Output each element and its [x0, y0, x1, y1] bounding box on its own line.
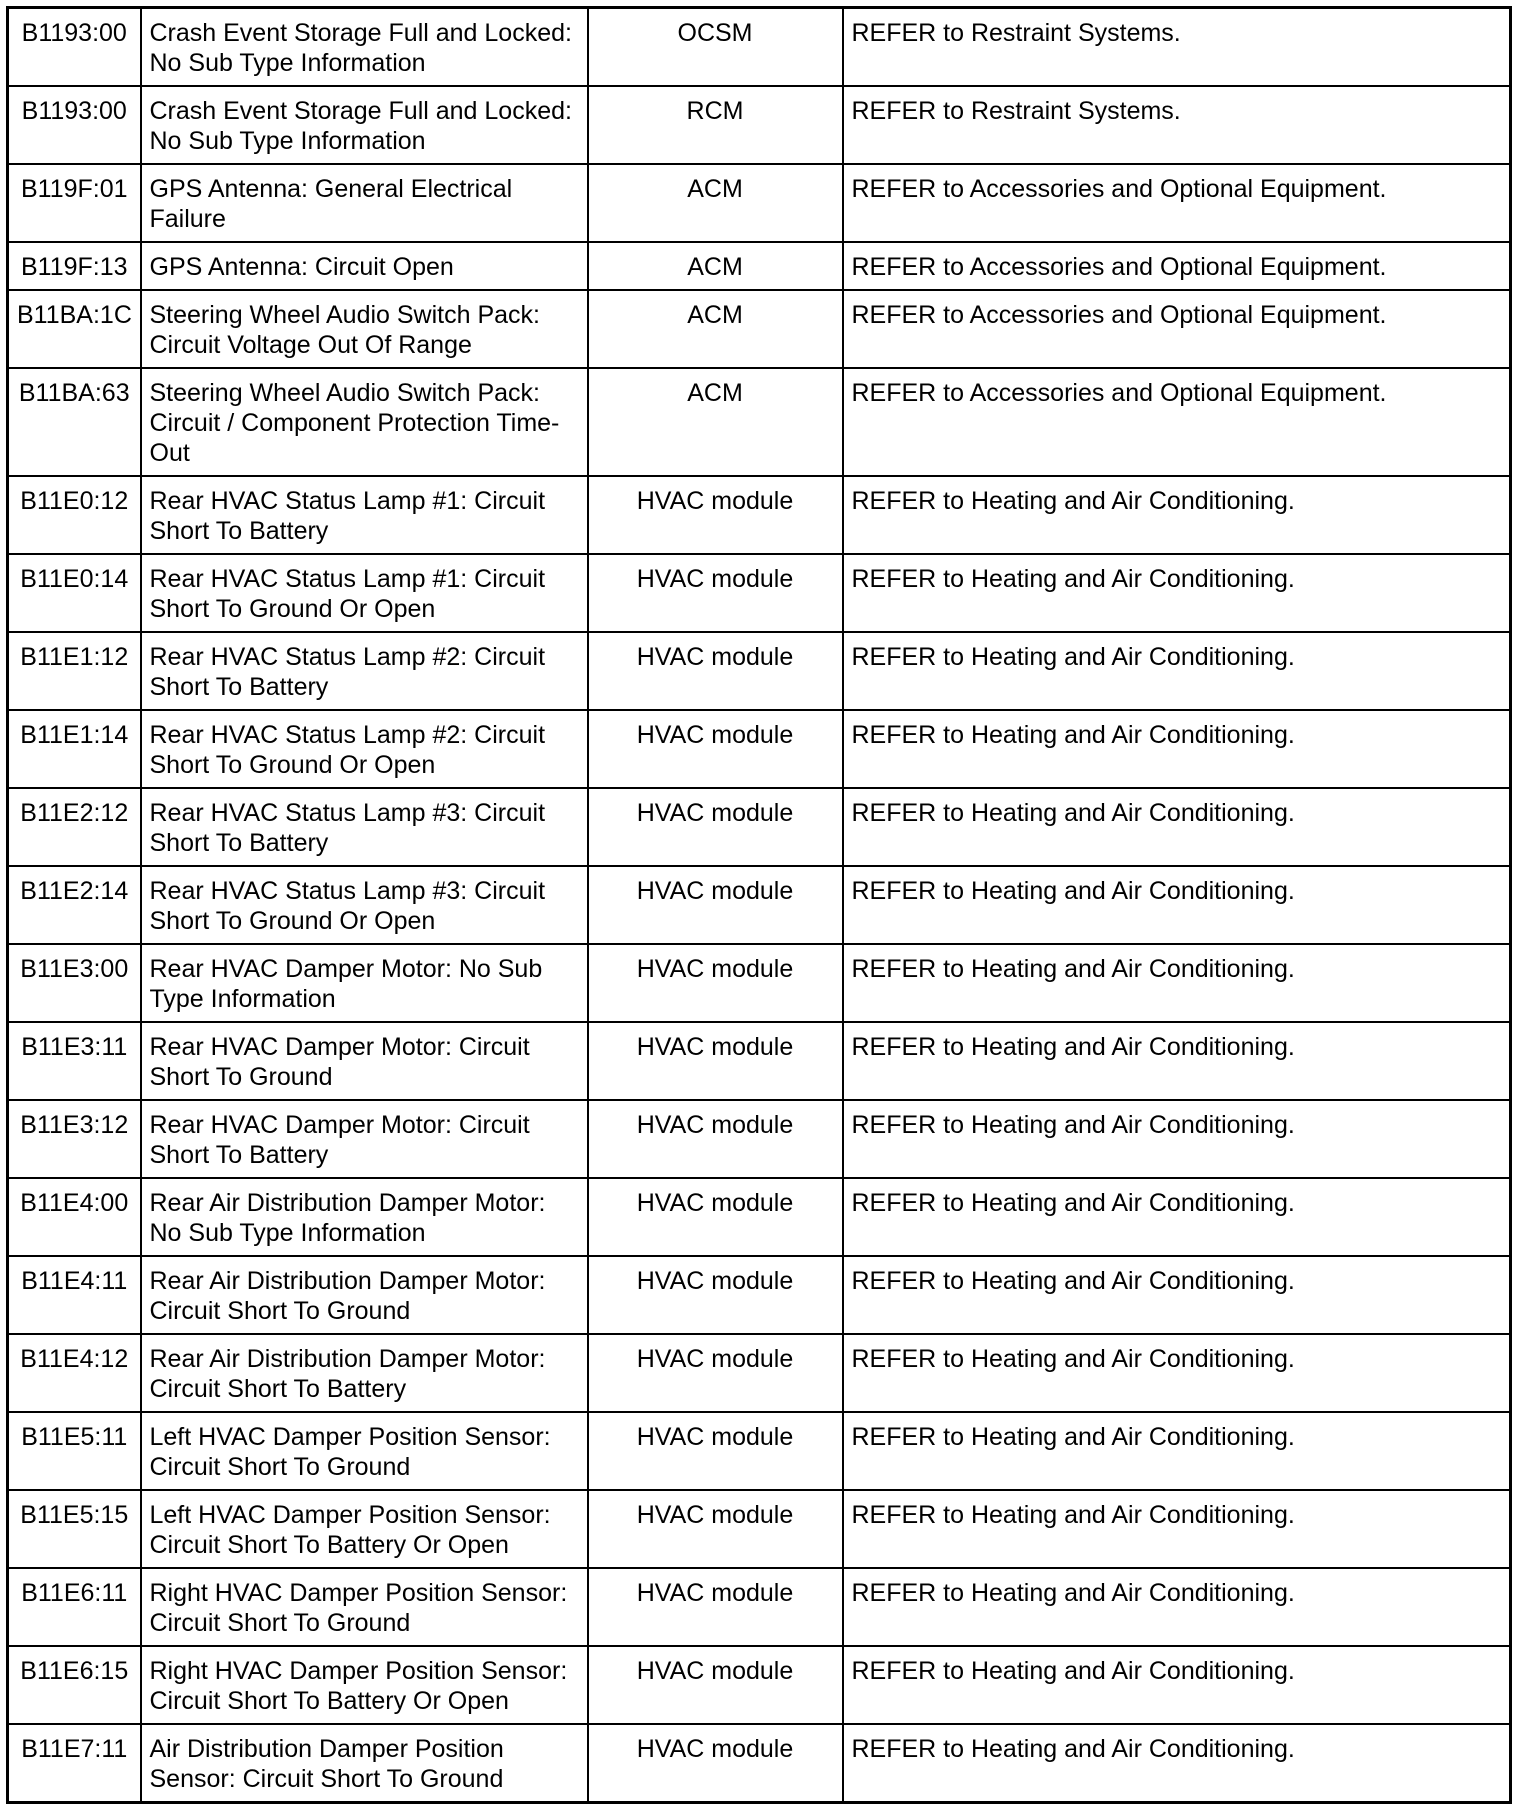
table-row	[8, 242, 1511, 290]
table-row	[8, 290, 1511, 368]
dtc-description: GPS Antenna: General Electrical Failure	[141, 164, 588, 242]
dtc-action: REFER to Heating and Air Conditioning.	[843, 1022, 1511, 1100]
dtc-action: REFER to Heating and Air Conditioning.	[843, 554, 1511, 632]
dtc-module: HVAC module	[588, 1178, 843, 1256]
dtc-module: HVAC module	[588, 632, 843, 710]
dtc-code: B1193:00	[8, 8, 141, 87]
dtc-description: Right HVAC Damper Position Sensor: Circuit Short To Battery Or Open	[141, 1646, 588, 1724]
dtc-action: REFER to Heating and Air Conditioning.	[843, 944, 1511, 1022]
dtc-code: B11E1:14	[8, 710, 141, 788]
dtc-action: REFER to Heating and Air Conditioning.	[843, 632, 1511, 710]
table-row	[8, 86, 1511, 164]
dtc-action: REFER to Heating and Air Conditioning.	[843, 1412, 1511, 1490]
table-row	[8, 1646, 1511, 1724]
dtc-code: B11E4:00	[8, 1178, 141, 1256]
dtc-module: HVAC module	[588, 1490, 843, 1568]
dtc-code: B11E3:00	[8, 944, 141, 1022]
dtc-code: B1193:00	[8, 86, 141, 164]
dtc-description: Crash Event Storage Full and Locked: No Sub Type Information	[141, 8, 588, 87]
table-row	[8, 1568, 1511, 1646]
table-row	[8, 632, 1511, 710]
dtc-module: HVAC module	[588, 476, 843, 554]
dtc-module: HVAC module	[588, 788, 843, 866]
dtc-action: REFER to Accessories and Optional Equipment.	[843, 242, 1511, 290]
dtc-code: B11E0:12	[8, 476, 141, 554]
dtc-description: Right HVAC Damper Position Sensor: Circuit Short To Ground	[141, 1568, 588, 1646]
dtc-code: B11E3:11	[8, 1022, 141, 1100]
dtc-description: Rear HVAC Status Lamp #2: Circuit Short To Ground Or Open	[141, 710, 588, 788]
table-row	[8, 1256, 1511, 1334]
table-row	[8, 368, 1511, 476]
dtc-code: B11E1:12	[8, 632, 141, 710]
dtc-code: B119F:01	[8, 164, 141, 242]
dtc-code: B11E7:11	[8, 1724, 141, 1803]
dtc-code: B11E2:12	[8, 788, 141, 866]
table-row	[8, 1412, 1511, 1490]
dtc-action: REFER to Accessories and Optional Equipment.	[843, 290, 1511, 368]
dtc-description: Crash Event Storage Full and Locked: No Sub Type Information	[141, 86, 588, 164]
dtc-code: B11E6:15	[8, 1646, 141, 1724]
dtc-description: Rear HVAC Damper Motor: No Sub Type Information	[141, 944, 588, 1022]
dtc-description: Rear HVAC Status Lamp #3: Circuit Short To Battery	[141, 788, 588, 866]
dtc-action: REFER to Restraint Systems.	[843, 86, 1511, 164]
dtc-action: REFER to Heating and Air Conditioning.	[843, 866, 1511, 944]
dtc-code: B11E2:14	[8, 866, 141, 944]
dtc-module: HVAC module	[588, 1256, 843, 1334]
table-row	[8, 476, 1511, 554]
dtc-module: RCM	[588, 86, 843, 164]
table-row	[8, 866, 1511, 944]
dtc-code: B11E3:12	[8, 1100, 141, 1178]
dtc-description: Steering Wheel Audio Switch Pack: Circuit Voltage Out Of Range	[141, 290, 588, 368]
dtc-module: HVAC module	[588, 1412, 843, 1490]
dtc-description: Air Distribution Damper Position Sensor: Circuit Short To Ground	[141, 1724, 588, 1803]
dtc-description: Rear HVAC Status Lamp #2: Circuit Short To Battery	[141, 632, 588, 710]
dtc-action: REFER to Accessories and Optional Equipment.	[843, 368, 1511, 476]
dtc-table-body	[8, 8, 1511, 1803]
dtc-action: REFER to Heating and Air Conditioning.	[843, 1256, 1511, 1334]
dtc-description: Rear HVAC Status Lamp #1: Circuit Short To Ground Or Open	[141, 554, 588, 632]
dtc-code: B119F:13	[8, 242, 141, 290]
dtc-description: Rear Air Distribution Damper Motor: No Sub Type Information	[141, 1178, 588, 1256]
dtc-module: HVAC module	[588, 710, 843, 788]
dtc-module: ACM	[588, 368, 843, 476]
dtc-description: Rear HVAC Status Lamp #3: Circuit Short To Ground Or Open	[141, 866, 588, 944]
dtc-module: OCSM	[588, 8, 843, 87]
dtc-action: REFER to Restraint Systems.	[843, 8, 1511, 87]
dtc-code: B11E4:12	[8, 1334, 141, 1412]
dtc-description: Rear Air Distribution Damper Motor: Circuit Short To Ground	[141, 1256, 588, 1334]
table-row	[8, 788, 1511, 866]
dtc-module: HVAC module	[588, 1022, 843, 1100]
dtc-action: REFER to Heating and Air Conditioning.	[843, 1490, 1511, 1568]
dtc-description: Rear HVAC Damper Motor: Circuit Short To Battery	[141, 1100, 588, 1178]
dtc-action: REFER to Heating and Air Conditioning.	[843, 1724, 1511, 1803]
dtc-description: Rear HVAC Damper Motor: Circuit Short To Ground	[141, 1022, 588, 1100]
dtc-action: REFER to Accessories and Optional Equipment.	[843, 164, 1511, 242]
table-row	[8, 710, 1511, 788]
dtc-description: Rear HVAC Status Lamp #1: Circuit Short To Battery	[141, 476, 588, 554]
dtc-code: B11E5:11	[8, 1412, 141, 1490]
dtc-action: REFER to Heating and Air Conditioning.	[843, 1178, 1511, 1256]
dtc-code: B11E6:11	[8, 1568, 141, 1646]
dtc-module: ACM	[588, 290, 843, 368]
dtc-description: Left HVAC Damper Position Sensor: Circuit Short To Ground	[141, 1412, 588, 1490]
dtc-module: HVAC module	[588, 1646, 843, 1724]
dtc-module: HVAC module	[588, 866, 843, 944]
table-row	[8, 1490, 1511, 1568]
table-row	[8, 944, 1511, 1022]
dtc-module: HVAC module	[588, 1724, 843, 1803]
table-row	[8, 554, 1511, 632]
dtc-action: REFER to Heating and Air Conditioning.	[843, 1568, 1511, 1646]
dtc-action: REFER to Heating and Air Conditioning.	[843, 710, 1511, 788]
dtc-action: REFER to Heating and Air Conditioning.	[843, 1100, 1511, 1178]
dtc-module: ACM	[588, 164, 843, 242]
table-row	[8, 8, 1511, 87]
dtc-action: REFER to Heating and Air Conditioning.	[843, 1646, 1511, 1724]
table-row	[8, 1022, 1511, 1100]
table-row	[8, 164, 1511, 242]
dtc-action: REFER to Heating and Air Conditioning.	[843, 476, 1511, 554]
table-row	[8, 1334, 1511, 1412]
dtc-module: HVAC module	[588, 1568, 843, 1646]
dtc-action: REFER to Heating and Air Conditioning.	[843, 788, 1511, 866]
table-row	[8, 1178, 1511, 1256]
dtc-code: B11E4:11	[8, 1256, 141, 1334]
dtc-description: Steering Wheel Audio Switch Pack: Circuit / Component Protection Time-Out	[141, 368, 588, 476]
dtc-code: B11E5:15	[8, 1490, 141, 1568]
dtc-description: Left HVAC Damper Position Sensor: Circuit Short To Battery Or Open	[141, 1490, 588, 1568]
dtc-code: B11E0:14	[8, 554, 141, 632]
dtc-action: REFER to Heating and Air Conditioning.	[843, 1334, 1511, 1412]
table-row	[8, 1100, 1511, 1178]
dtc-code: B11BA:1C	[8, 290, 141, 368]
dtc-module: HVAC module	[588, 554, 843, 632]
dtc-description: Rear Air Distribution Damper Motor: Circuit Short To Battery	[141, 1334, 588, 1412]
dtc-module: HVAC module	[588, 1100, 843, 1178]
dtc-table	[6, 6, 1512, 1804]
dtc-module: ACM	[588, 242, 843, 290]
table-row	[8, 1724, 1511, 1803]
dtc-module: HVAC module	[588, 944, 843, 1022]
dtc-description: GPS Antenna: Circuit Open	[141, 242, 588, 290]
dtc-module: HVAC module	[588, 1334, 843, 1412]
dtc-code: B11BA:63	[8, 368, 141, 476]
